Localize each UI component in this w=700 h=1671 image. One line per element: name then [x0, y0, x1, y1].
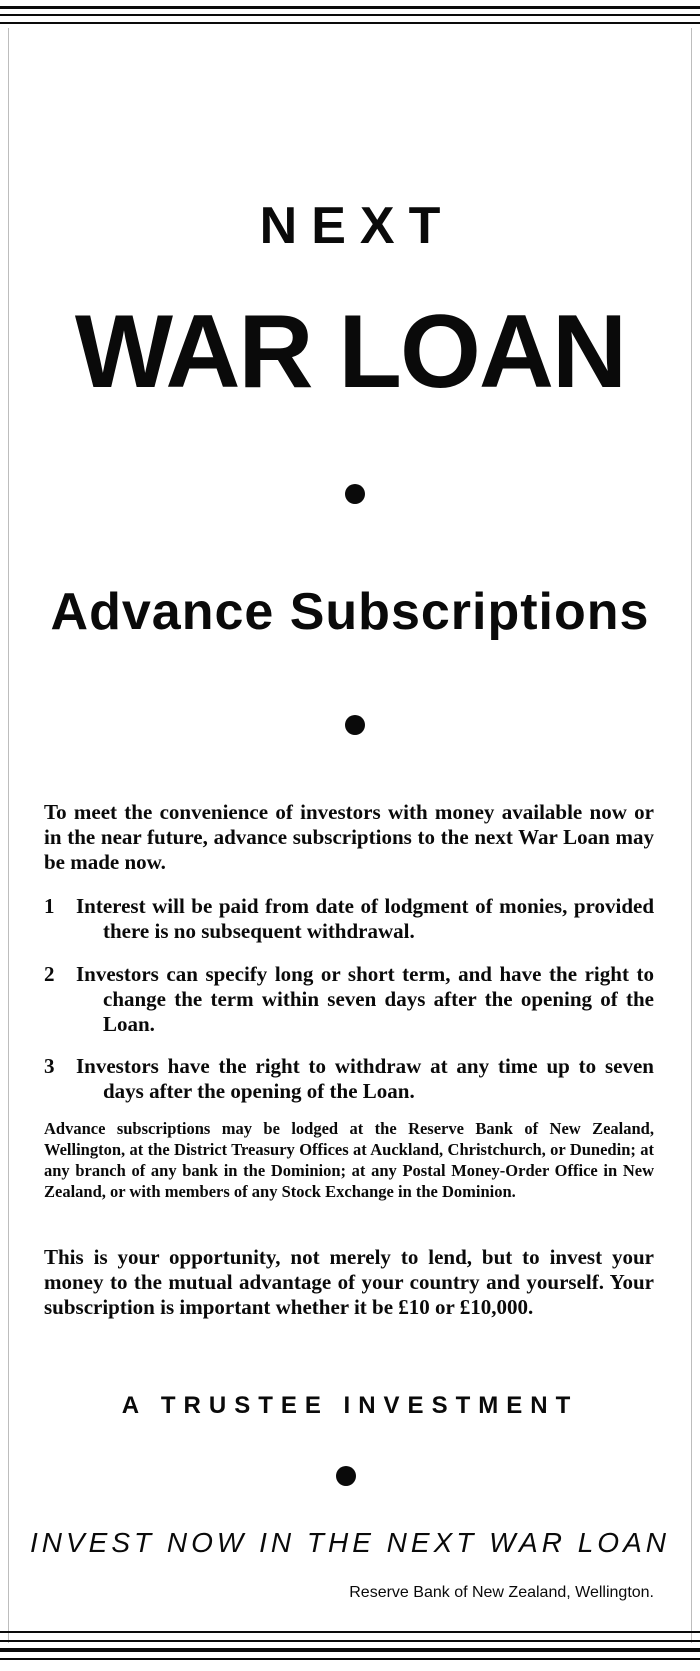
point-3-number: 3	[44, 1054, 55, 1078]
bullet-dot-2	[345, 715, 365, 735]
top-rule-thin	[0, 14, 700, 16]
point-3	[44, 1054, 654, 1104]
point-1-number: 1	[44, 894, 55, 918]
bullet-dot-3	[336, 1466, 356, 1486]
point-2-number: 2	[44, 962, 55, 986]
bottom-rule-thick	[0, 1648, 700, 1652]
appeal-paragraph: This is your opportunity, not merely to lend, but to invest your money to the mutual advantage of your country and yourself. Your subscription is important whether it be £10 or £10,000.	[44, 1245, 654, 1319]
trustee-investment: A TRUSTEE INVESTMENT	[121, 1392, 579, 1419]
headline-war-loan: WAR LOAN	[74, 294, 626, 410]
top-rule-thick	[0, 6, 700, 9]
point-2-text: Investors can specify long or short term, and have the right to change the term within seven days after the opening of the Loan.	[76, 962, 654, 1036]
bottom-rule-last	[0, 1658, 700, 1660]
bottom-rule-second	[0, 1640, 700, 1642]
point-2	[44, 962, 654, 1037]
slogan-invest-now: INVEST NOW IN THE NEXT WAR LOAN	[30, 1527, 670, 1558]
point-1	[44, 894, 654, 944]
lodging-paragraph: Advance subscriptions may be lodged at the Reserve Bank of New Zealand, Wellington, at the District Treasury Offices at Auckland, Christchurch, or Dunedin; at any branch of any bank in the Dominion; at any Postal Money-Order Office in New Zealand, or with members of any Stock Exchange in the Dominion.	[44, 1119, 654, 1201]
top-rule-third	[0, 22, 700, 24]
subhead-advance-subscriptions: Advance Subscriptions	[50, 583, 650, 641]
bottom-rule-first	[0, 1631, 700, 1633]
issuer-signature: Reserve Bank of New Zealand, Wellington.	[349, 1584, 654, 1601]
bullet-dot-1	[345, 484, 365, 504]
intro-paragraph: To meet the convenience of investors with money available now or in the near future, advance subscriptions to the next War Loan may be made now.	[44, 800, 654, 874]
point-3-text: Investors have the right to withdraw at any time up to seven days after the opening of the Loan.	[76, 1054, 654, 1103]
point-1-text: Interest will be paid from date of lodgment of monies, provided there is no subsequent withdrawal.	[76, 894, 654, 943]
kicker-next: NEXT	[259, 197, 455, 255]
